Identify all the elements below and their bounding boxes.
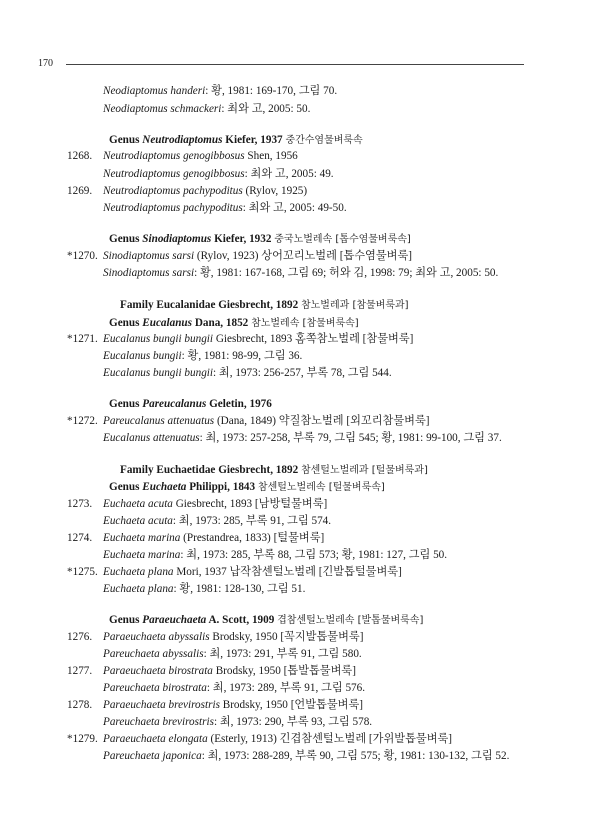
species-entry — [67, 664, 356, 678]
species-name: Neutrodiaptomus pachypoditus — [103, 202, 243, 214]
citation-text: (Prestandrea, 1833) [털물벼룩] — [180, 532, 325, 544]
citation-text: Mori, 1937 납작참센털노벌레 [긴발톱털물벼룩] — [173, 566, 402, 578]
genus-heading: Genus Eucalanus Dana, 1852 참노벌레속 [참물벼룩속] — [109, 317, 359, 329]
citation-text: : 최와 고, 2005: 49. — [244, 168, 334, 180]
citation-text: Shen, 1956 — [244, 150, 298, 162]
citation-text: : 황, 1981: 169-170, 그림 70. — [205, 85, 338, 97]
genus-name: Eucalanus — [142, 317, 193, 329]
species-name: Paraeuchaeta elongata — [103, 733, 208, 745]
species-name: Sinodiaptomus sarsi — [103, 250, 195, 262]
reference-line — [103, 102, 310, 116]
citation-text: (Esterly, 1913) 긴겹참센털노벌레 [가위발톱물벼룩] — [207, 733, 453, 745]
reference-line — [103, 514, 331, 528]
species-entry — [67, 531, 324, 545]
citation-text: : 황, 1981: 167-168, 그림 69; 허와 김, 1998: 79; 최와 고, 2005: 50. — [194, 267, 499, 279]
species-entry — [67, 497, 327, 511]
citation-text: : 최, 1973: 291, 부록 91, 그림 580. — [203, 648, 362, 660]
species-name: Pareuchaeta birostrata — [103, 682, 207, 694]
species-name: Pareuchaeta brevirostris — [103, 716, 214, 728]
species-name: Euchaeta marina — [103, 532, 181, 544]
reference-line — [103, 681, 365, 695]
species-name: Eucalanus bungii — [103, 350, 182, 362]
species-name: Eucalanus bungii bungii — [103, 367, 214, 379]
species-name: Euchaeta plana — [103, 566, 174, 578]
citation-text: (Rylov, 1923) 상어꼬리노벌레 [톱수염물벼룩] — [194, 250, 413, 262]
species-entry — [67, 184, 307, 198]
citation-text: : 최, 1973: 285, 부록 88, 그림 573; 황, 1981: 127, 그림 50. — [180, 549, 448, 561]
reference-line — [103, 715, 372, 729]
entry-number: *1279. — [67, 733, 98, 745]
species-name: Neutrodiaptomus pachypoditus — [103, 185, 243, 197]
citation-text: : 최, 1973: 290, 부록 93, 그림 578. — [213, 716, 373, 728]
genus-name: Sinodiaptomus — [142, 233, 212, 245]
entry-number: 1276. — [67, 631, 93, 643]
reference-line — [103, 167, 334, 181]
entry-number: *1270. — [67, 250, 98, 262]
citation-text: Brodsky, 1950 [언발톱물벼룩] — [219, 699, 363, 711]
entry-number: *1272. — [67, 415, 98, 427]
species-entry — [67, 630, 363, 644]
genus-heading: Genus Sinodiaptomus Kiefer, 1932 중국노벌레속 [톱수염물벼룩속] — [109, 233, 411, 245]
citation-text: (Dana, 1849) 약질참노벌레 [외꼬리참물벼룩] — [214, 415, 430, 427]
entry-number: *1271. — [67, 333, 98, 345]
header-rule — [66, 64, 524, 65]
genus-heading: Genus Neutrodiaptomus Kiefer, 1937 중간수염물벼룩속 — [109, 134, 363, 146]
reference-line — [103, 366, 392, 380]
species-name: Euchaeta acuta — [103, 498, 173, 510]
korean-name: 참노벌레과 [참물벼룩과] — [300, 300, 409, 311]
species-entry — [67, 414, 430, 428]
reference-line — [103, 582, 305, 596]
species-name: Neutrodiaptomus genogibbosus — [103, 168, 245, 180]
species-name: Euchaeta marina — [103, 549, 181, 561]
reference-line — [103, 749, 509, 763]
species-name: Neodiaptomus schmackeri — [103, 103, 222, 115]
citation-text: Brodsky, 1950 [꼭지발톱물벼룩] — [209, 631, 364, 643]
korean-name: 참센털노벌레과 [털물벼룩과] — [300, 465, 428, 476]
citation-text: : 황, 1981: 98-99, 그림 36. — [181, 350, 303, 362]
citation-text: Brodsky, 1950 [톱발톱물벼룩] — [212, 665, 356, 677]
entry-number: 1278. — [67, 699, 93, 711]
species-name: Euchaeta acuta — [103, 515, 173, 527]
species-entry — [67, 698, 363, 712]
species-entry — [67, 732, 452, 746]
genus-heading: Genus Pareucalanus Geletin, 1976 — [109, 398, 272, 410]
species-name: Euchaeta plana — [103, 583, 174, 595]
reference-line — [103, 431, 502, 445]
korean-name: 중간수염물벼룩속 — [285, 135, 363, 146]
species-name: Paraeuchaeta brevirostris — [103, 699, 220, 711]
korean-name: 참센털노벌레속 [털물벼룩속] — [257, 482, 385, 493]
species-entry — [67, 565, 402, 579]
citation-text: : 최, 1973: 289, 부록 91, 그림 576. — [206, 682, 366, 694]
entry-number: 1274. — [67, 532, 93, 544]
reference-line — [103, 266, 498, 280]
species-name: Sinodiaptomus sarsi — [103, 267, 195, 279]
citation-text: (Rylov, 1925) — [242, 185, 308, 197]
korean-name: 중국노벌레속 [톱수염물벼룩속] — [274, 234, 411, 245]
citation-text: Giesbrecht, 1893 [남방털물벼룩] — [172, 498, 328, 510]
entry-number: *1275. — [67, 566, 98, 578]
genus-name: Euchaeta — [142, 481, 187, 493]
species-name: Paraeuchaeta birostrata — [103, 665, 213, 677]
reference-line — [103, 201, 347, 215]
genus-heading: Genus Euchaeta Philippi, 1843 참센털노벌레속 [털물벼룩속] — [109, 481, 385, 493]
citation-text: Giesbrecht, 1893 홈쪽참노벌레 [참물벼룩] — [213, 333, 414, 345]
reference-line — [103, 84, 337, 98]
citation-text: : 최와 고, 2005: 50. — [221, 103, 311, 115]
reference-line — [103, 548, 447, 562]
genus-name: Paraeuchaeta — [142, 614, 207, 626]
citation-text: : 최, 1973: 256-257, 부록 78, 그림 544. — [213, 367, 392, 379]
species-name: Neodiaptomus handeri — [103, 85, 206, 97]
genus-heading: Genus Paraeuchaeta A. Scott, 1909 겹참센털노벌레속 [발톱물벼룩속] — [109, 614, 424, 626]
citation-text: : 최, 1973: 257-258, 부록 79, 그림 545; 황, 1981: 99-100, 그림 37. — [199, 432, 502, 444]
species-name: Neutrodiaptomus genogibbosus — [103, 150, 245, 162]
species-name: Eucalanus bungii bungii — [103, 333, 214, 345]
entry-number: 1268. — [67, 150, 93, 162]
reference-line — [103, 349, 302, 363]
genus-name: Neutrodiaptomus — [142, 134, 223, 146]
citation-text: : 최, 1973: 288-289, 부록 90, 그림 575; 황, 1981: 130-132, 그림 52. — [201, 750, 510, 762]
species-name: Pareucalanus attenuatus — [103, 415, 215, 427]
citation-text: : 최와 고, 2005: 49-50. — [242, 202, 347, 214]
species-name: Paraeuchaeta abyssalis — [103, 631, 210, 643]
citation-text: : 최, 1973: 285, 부록 91, 그림 574. — [172, 515, 332, 527]
species-name: Pareuchaeta japonica — [103, 750, 202, 762]
species-name: Eucalanus attenuatus — [103, 432, 200, 444]
genus-name: Pareucalanus — [142, 398, 207, 410]
species-entry — [67, 332, 413, 346]
species-name: Pareuchaeta abyssalis — [103, 648, 204, 660]
family-heading: Family Euchaetidae Giesbrecht, 1892 참센털노벌레과 [털물벼룩과] — [120, 464, 428, 476]
korean-name: 겹참센털노벌레속 [발톱물벼룩속] — [277, 615, 424, 626]
entry-number: 1269. — [67, 185, 93, 197]
entry-number: 1273. — [67, 498, 93, 510]
reference-line — [103, 647, 362, 661]
family-heading: Family Eucalanidae Giesbrecht, 1892 참노벌레과 [참물벼룩과] — [120, 299, 409, 311]
korean-name: 참노벌레속 [참물벼룩속] — [251, 318, 359, 329]
entry-number: 1277. — [67, 665, 93, 677]
citation-text: : 황, 1981: 128-130, 그림 51. — [173, 583, 306, 595]
species-entry — [67, 149, 298, 163]
page-number: 170 — [38, 58, 53, 69]
species-entry — [67, 249, 412, 263]
